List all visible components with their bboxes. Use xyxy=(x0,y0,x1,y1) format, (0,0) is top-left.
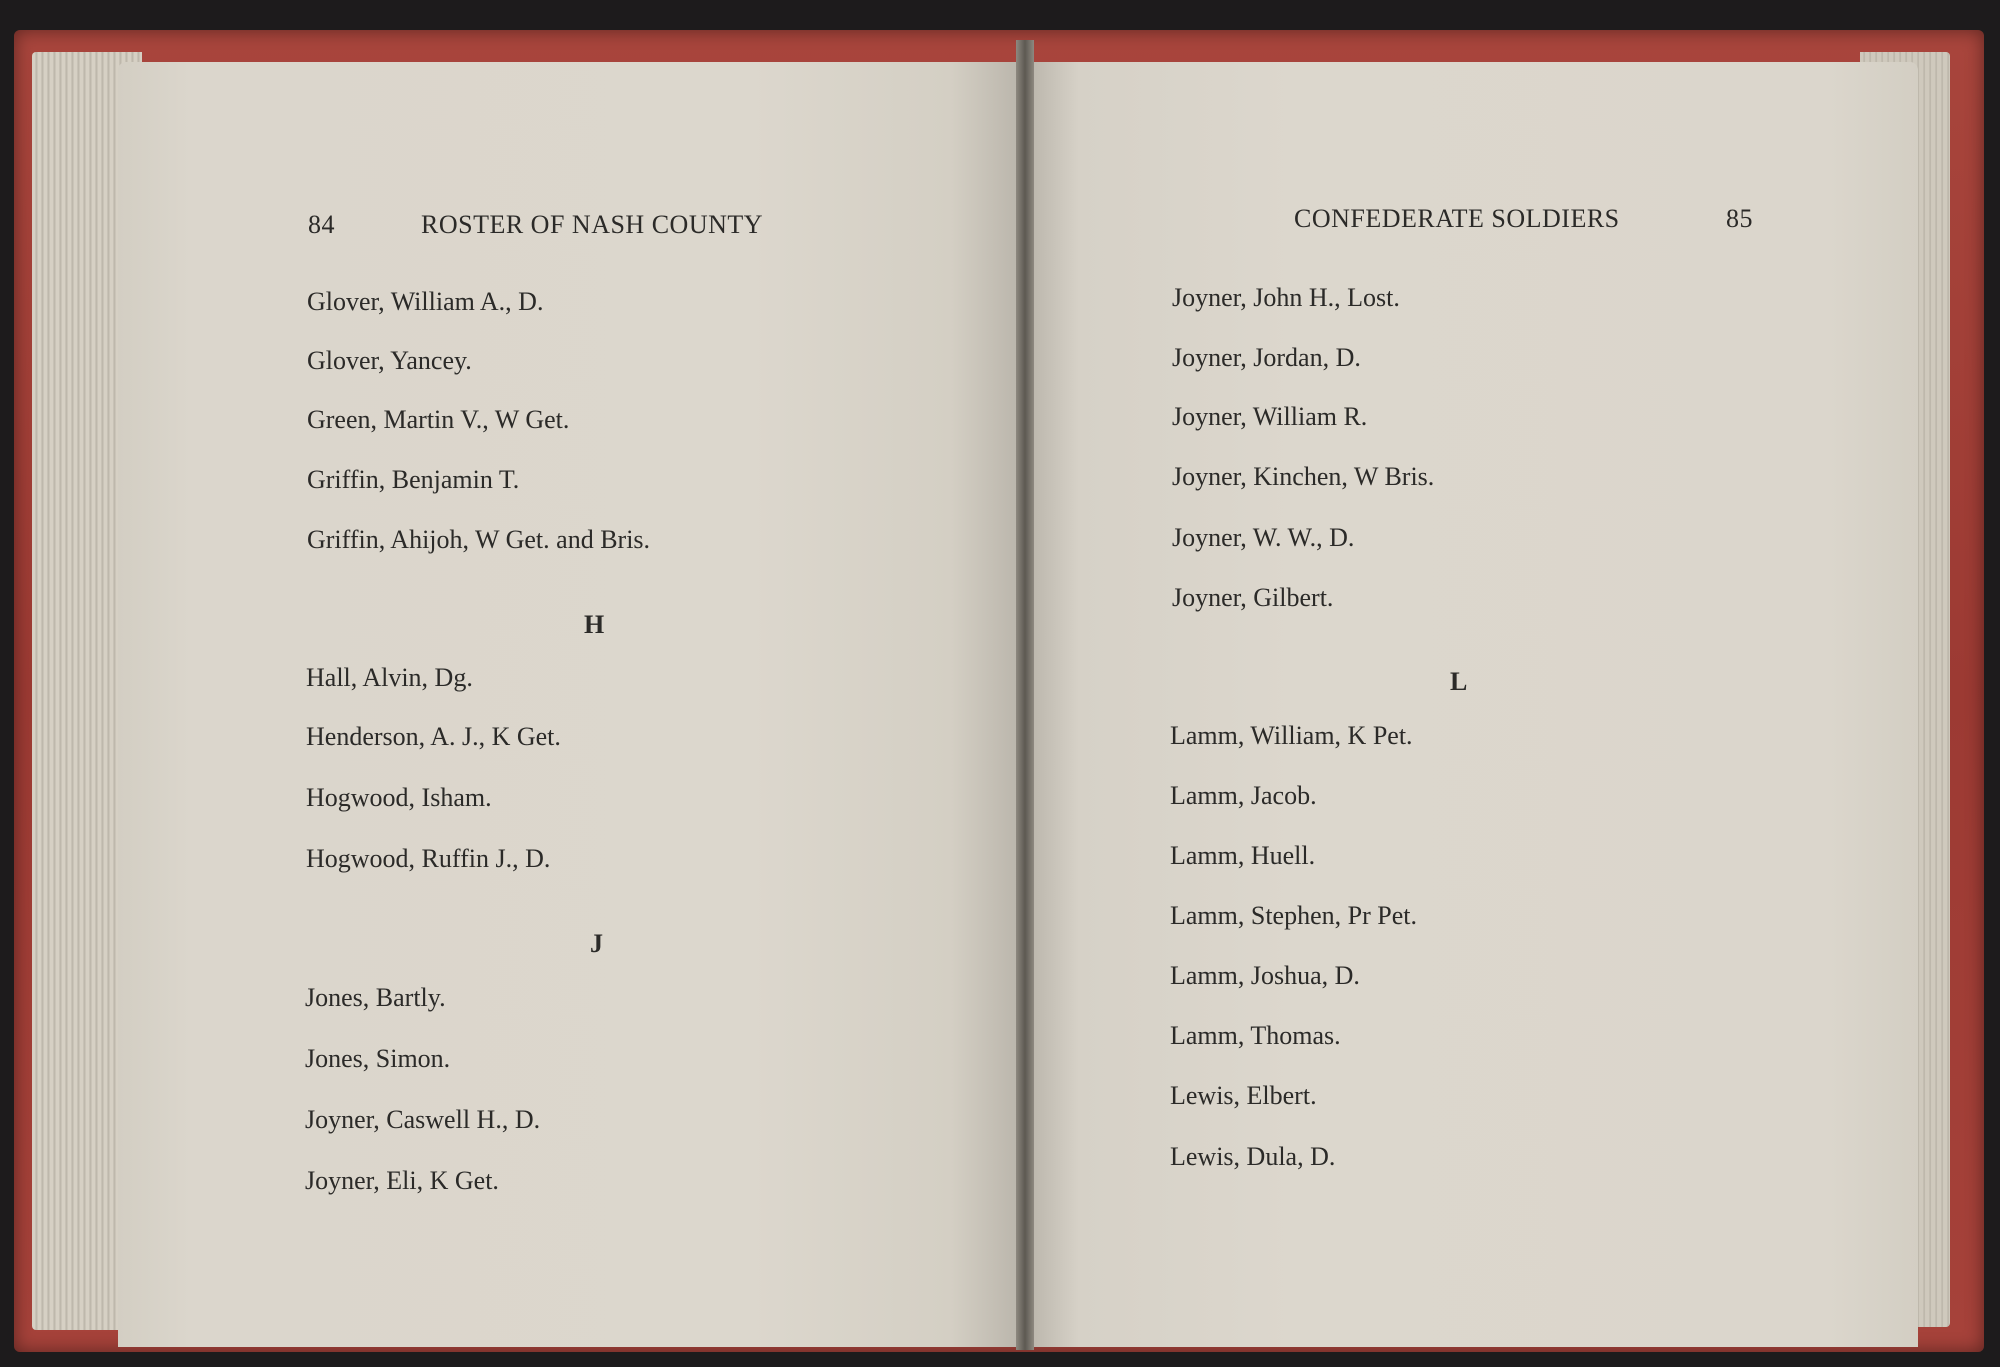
list-item: Lewis, Elbert. xyxy=(1170,1081,1317,1110)
list-item: Hall, Alvin, Dg. xyxy=(306,663,473,692)
list-item: Griffin, Benjamin T. xyxy=(307,465,520,494)
list-item: Hogwood, Isham. xyxy=(306,783,492,812)
list-item: Joyner, John H., Lost. xyxy=(1172,283,1400,312)
list-item: Lamm, Stephen, Pr Pet. xyxy=(1170,901,1417,930)
list-item: Joyner, William R. xyxy=(1172,402,1368,431)
list-item: Glover, William A., D. xyxy=(307,287,544,316)
left-page-number: 84 xyxy=(308,210,335,239)
right-page-number: 85 xyxy=(1726,204,1753,233)
list-item: Joyner, Jordan, D. xyxy=(1172,343,1361,372)
book-gutter xyxy=(1016,40,1034,1350)
list-item: Griffin, Ahijoh, W Get. and Bris. xyxy=(307,525,651,554)
list-item: Lamm, Joshua, D. xyxy=(1170,961,1360,990)
list-item: Joyner, Gilbert. xyxy=(1172,583,1334,612)
right-running-head: CONFEDERATE SOLDIERS xyxy=(1294,204,1620,233)
list-item: Green, Martin V., W Get. xyxy=(307,405,570,434)
list-item: Lamm, Huell. xyxy=(1170,841,1316,870)
list-item: Joyner, Kinchen, W Bris. xyxy=(1172,462,1435,491)
list-item: Jones, Bartly. xyxy=(305,983,446,1012)
list-item: Lamm, Thomas. xyxy=(1170,1021,1341,1050)
right-page xyxy=(1025,62,1918,1347)
section-letter-j: J xyxy=(590,929,603,958)
list-item: Joyner, W. W., D. xyxy=(1172,523,1355,552)
list-item: Glover, Yancey. xyxy=(307,346,472,375)
left-page xyxy=(118,62,1023,1347)
section-letter-l: L xyxy=(1450,667,1468,696)
list-item: Lewis, Dula, D. xyxy=(1170,1142,1336,1171)
section-letter-h: H xyxy=(584,610,605,639)
list-item: Jones, Simon. xyxy=(305,1044,451,1073)
list-item: Hogwood, Ruffin J., D. xyxy=(306,844,551,873)
list-item: Lamm, William, K Pet. xyxy=(1170,721,1413,750)
list-item: Lamm, Jacob. xyxy=(1170,781,1317,810)
list-item: Joyner, Caswell H., D. xyxy=(305,1105,541,1134)
left-running-head: ROSTER OF NASH COUNTY xyxy=(421,210,764,239)
list-item: Henderson, A. J., K Get. xyxy=(306,722,561,751)
list-item: Joyner, Eli, K Get. xyxy=(305,1166,499,1195)
